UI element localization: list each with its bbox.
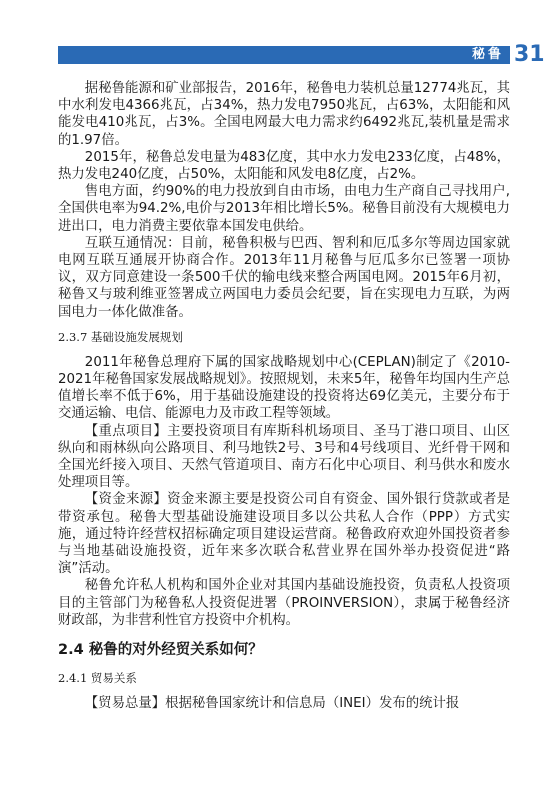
page-body	[58, 80, 510, 712]
subsection-heading-2-3-7: 2.3.7 基础设施发展规划	[58, 329, 183, 344]
paragraph-power-sales: 售电方面，约90%的电力投放到自由市场，由电力生产商自己寻找用户,全国供电率为94.2%,电价与2013年相比增长5%。秘鲁目前没有大规模电力进出口，电力消费主要依靠本国发电供给。	[58, 184, 510, 234]
paragraph-funding-sources: 【资金来源】资金来源主要是投资公司自有资金、国外银行贷款或者是带资承包。秘鲁大型基础设施建设项目多以公共私人合作（PPP）方式实施，通过特许经营权招标确定项目建设运营商。秘鲁政府欢迎外国投资者参与当地基础设施投资，近年来多次联合私营业界在国外举办投资促进“路演”活动。	[58, 492, 510, 577]
page-header	[0, 0, 559, 70]
paragraph-key-projects: 【重点项目】主要投资项目有库斯科机场项目、圣马丁港口项目、山区纵向和雨林纵向公路项目、利马地铁2号、3号和4号线项目、光纤骨干网和全国光纤接入项目、天然气管道项目、南方石化中心项目、利马供水和废水处理项目等。	[58, 423, 510, 491]
header-bar	[58, 46, 510, 64]
subsection-heading-2-4-1: 2.4.1 贸易关系	[58, 671, 137, 686]
paragraph-trade-volume: 【贸易总量】根据秘鲁国家统计和信息局（INEI）发布的统计报	[84, 696, 460, 712]
paragraph-power-capacity: 据秘鲁能源和矿业部报告，2016年，秘鲁电力装机总量12774兆瓦，其中水利发电4366兆瓦，占34%，热力发电7950兆瓦，占63%，太阳能和风能发电410兆瓦，占3%。全国电网最大电力需求约6492兆瓦,装机量是需求的1.97倍。	[58, 81, 510, 148]
section-heading-2-4: 2.4 秘鲁的对外经贸关系如何？	[58, 642, 263, 659]
paragraph-power-generation: 2015年，秘鲁总发电量为483亿度，其中水力发电233亿度，占48%，热力发电240亿度，占50%，太阳能和风发电8亿度，占2%。	[58, 149, 510, 183]
paragraph-private-investment: 秘鲁允许私人机构和国外企业对其国内基础设施投资，负责私人投资项目的主管部门为秘鲁私人投资促进署（PROINVERSION），隶属于秘鲁经济财政部，为非营利性官方投资中介机构。	[58, 578, 510, 628]
paragraph-interconnection: 互联互通情况：目前，秘鲁积极与巴西、智利和厄瓜多尔等周边国家就电网互联互通展开协商合作。2013年11月秘鲁与厄瓜多尔已签署一项协议，双方同意建设一条500千伏的输电线来整合两国电网。2015年6月初，秘鲁又与玻利维亚签署成立两国电力委员会纪要，旨在实现电力互联，为两国电力一体化做准备。	[58, 235, 510, 320]
paragraph-ceplan-plan: 2011年秘鲁总理府下属的国家战略规划中心(CEPLAN)制定了《2010-2021年秘鲁国家发展战略规划》。按照规划，未来5年，秘鲁年均国内生产总值增长率不低于6%，用于基础设施建设的投资将达69亿美元，主要分布于交通运输、电信、能源电力及市政工程等领域。	[58, 354, 510, 422]
header-section-title: 秘鲁	[472, 47, 505, 62]
page-number: 31	[514, 42, 545, 67]
